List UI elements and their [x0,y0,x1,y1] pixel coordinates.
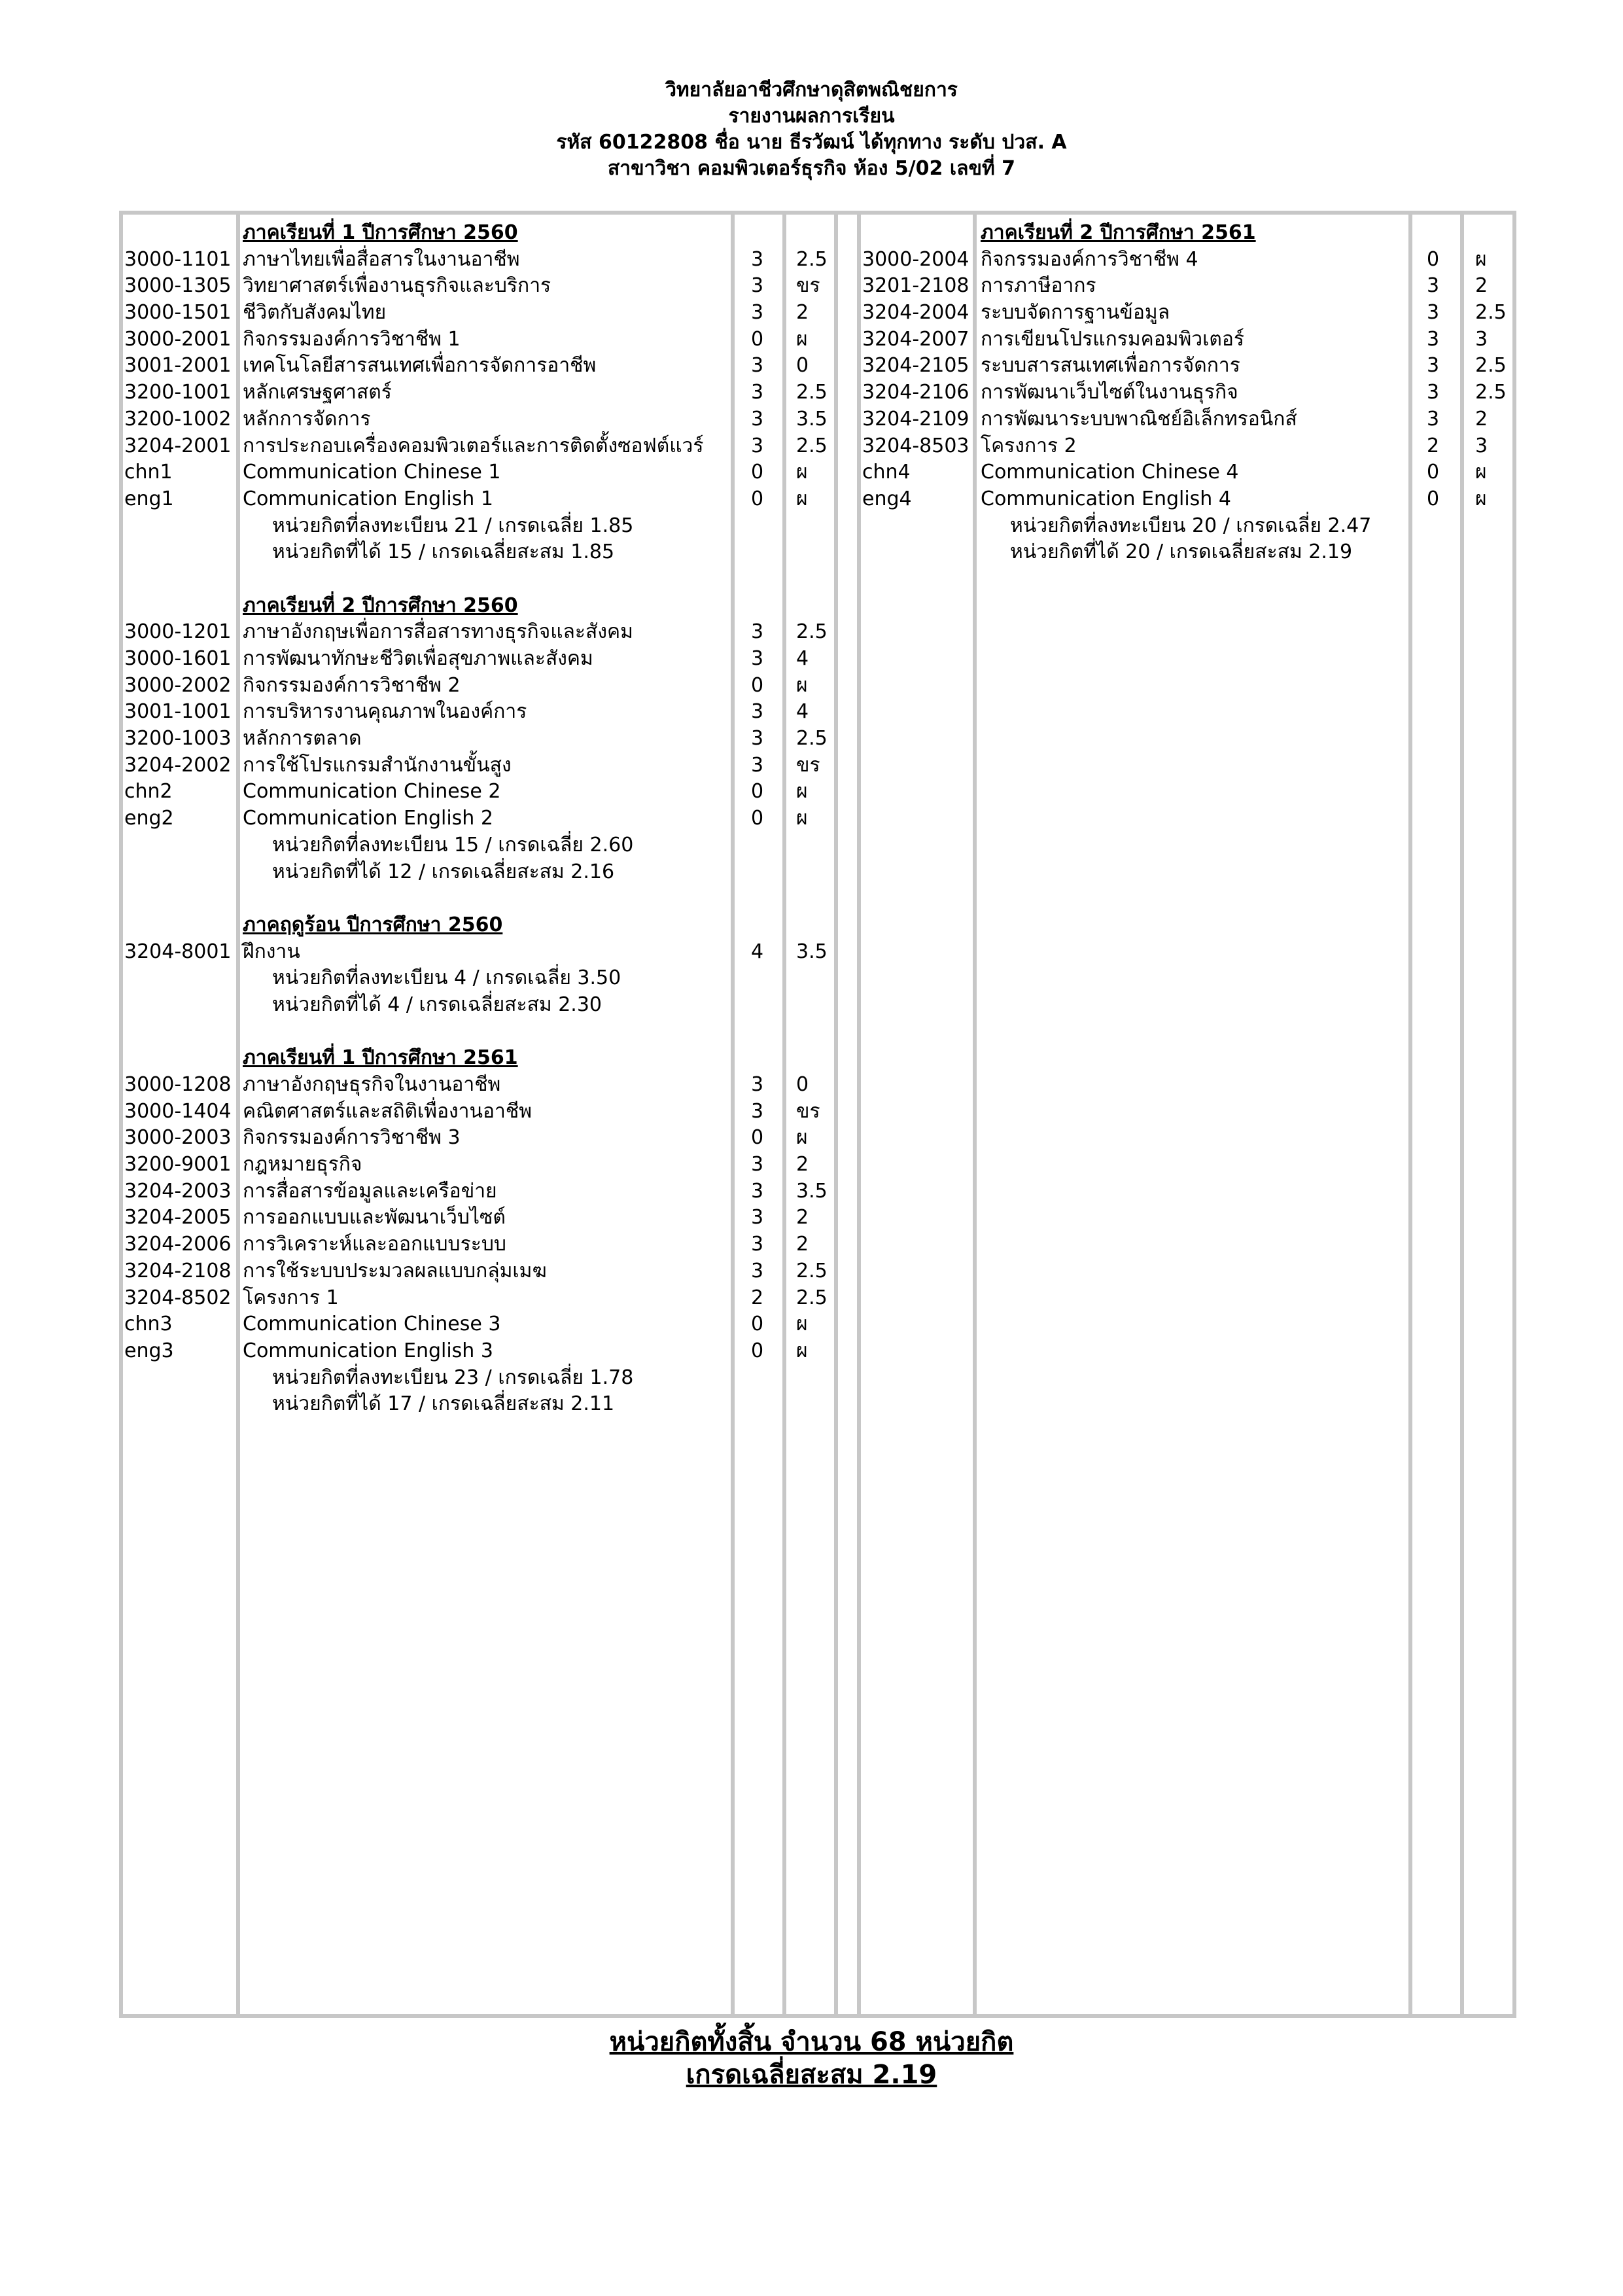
student-info: รหัส 60122808 ชื่อ นาย ธีรวัฒน์ ได้ทุกทาง ระดับ ปวส. A [556,131,1067,154]
course-code: 3200-1001 [124,381,232,404]
course-grade: 3 [1475,434,1488,457]
registered-credits-summary: หน่วยกิตที่ลงทะเบียน 15 / เกรดเฉลี่ย 2.60 [272,833,634,857]
course-code: 3200-1002 [124,407,232,431]
semester-summary-row [124,1365,857,1392]
course-grade: 2.5 [796,434,828,457]
course-name: ระบบจัดการฐานข้อมูล [981,301,1170,325]
spacer-row [862,566,1516,593]
course-grade: 2.5 [796,727,828,751]
course-code: 3204-8001 [124,940,232,963]
course-name: Communication Chinese 3 [243,1313,501,1336]
course-grade: 4 [796,647,809,670]
course-name: หลักเศรษฐศาสตร์ [243,381,392,404]
course-name: กิจกรรมองค์การวิชาชีพ 4 [981,247,1198,271]
course-name: การใช้โปรแกรมสำนักงานขั้นสูง [243,753,512,777]
course-credit: 0 [751,1339,764,1362]
semester-summary-row [124,859,857,886]
course-grade: ขร [796,753,820,777]
course-credit: 3 [751,620,764,644]
semester-title-row [124,912,857,939]
course-code: 3000-1601 [124,647,232,670]
course-code: 3001-2001 [124,354,232,378]
course-row [124,779,857,805]
course-grade: ผ [796,487,808,510]
course-name: การภาษีอากร [981,274,1096,298]
course-name: การพัฒนาเว็บไซต์ในงานธุรกิจ [981,381,1238,404]
course-row [124,1072,857,1099]
course-code: eng4 [862,487,912,510]
earned-credits-summary: หน่วยกิตที่ได้ 17 / เกรดเฉลี่ยสะสม 2.11 [272,1392,615,1416]
course-credit: 3 [751,407,764,431]
course-name: การบริหารงานคุณภาพในองค์การ [243,700,527,724]
course-name: ภาษาอังกฤษธุรกิจในงานอาชีพ [243,1073,501,1096]
spacer-row [124,1418,857,1445]
course-grade: 4 [796,700,809,724]
semester-title: ภาคเรียนที่ 2 ปีการศึกษา 2560 [243,593,518,617]
earned-credits-summary: หน่วยกิตที่ได้ 4 / เกรดเฉลี่ยสะสม 2.30 [272,993,602,1016]
course-credit: 3 [751,647,764,670]
course-grade: ผ [796,1126,808,1150]
course-grade: ผ [796,1313,808,1336]
course-grade: 2 [796,1233,809,1256]
course-row [124,1205,857,1231]
course-credit: 3 [1427,354,1440,378]
course-row [124,1152,857,1178]
course-grade: ผ [796,327,808,351]
course-credit: 3 [751,1099,764,1123]
semester-summary-row [124,832,857,859]
course-name: ฝึกงาน [243,940,300,963]
course-code: 3204-2108 [124,1259,232,1282]
course-code: 3001-1001 [124,700,232,724]
semester-block [124,593,857,912]
course-credit: 2 [751,1286,764,1309]
course-code: 3204-2003 [124,1179,232,1203]
course-grade: 0 [796,354,809,378]
semester-title: ภาคเรียนที่ 1 ปีการศึกษา 2561 [243,1046,518,1070]
course-name: Communication Chinese 1 [243,461,501,484]
earned-credits-summary: หน่วยกิตที่ได้ 12 / เกรดเฉลี่ยสะสม 2.16 [272,860,615,883]
course-credit: 2 [1427,434,1440,457]
course-name: การพัฒนาทักษะชีวิตเพื่อสุขภาพและสังคม [243,647,593,670]
course-name: คณิตศาสตร์และสถิติเพื่องานอาชีพ [243,1099,532,1123]
course-row [124,459,857,486]
course-name: วิทยาศาสตร์เพื่องานธุรกิจและบริการ [243,274,551,298]
course-name: การประกอบเครื่องคอมพิวเตอร์และการติดตั้งซอฟต์แวร์ [243,434,704,457]
course-credit: 4 [751,940,764,963]
semester-block [124,912,857,1045]
course-name: การวิเคราะห์และออกแบบระบบ [243,1233,506,1256]
table-top-border [119,211,1516,215]
course-code: 3204-2001 [124,434,232,457]
course-grade: 3.5 [796,940,828,963]
course-code: 3000-2001 [124,327,232,351]
course-credit: 3 [1427,381,1440,404]
course-code: chn2 [124,780,173,804]
course-grade: ผ [796,673,808,697]
course-name: Communication English 2 [243,807,493,830]
course-row [124,353,857,380]
course-name: การเขียนโปรแกรมคอมพิวเตอร์ [981,327,1244,351]
semester-summary-row [862,539,1516,566]
course-credit: 3 [751,247,764,271]
column-divider [119,211,123,2018]
course-grade: 2.5 [1475,354,1507,378]
semester-block [862,220,1516,593]
course-name: กิจกรรมองค์การวิชาชีพ 3 [243,1126,461,1150]
semester-summary-row [124,539,857,566]
course-credit: 3 [751,700,764,724]
course-credit: 3 [751,1153,764,1176]
course-grade: 2.5 [1475,381,1507,404]
spacer-row [124,1019,857,1046]
course-code: 3200-9001 [124,1153,232,1176]
course-name: การออกแบบและพัฒนาเว็บไซต์ [243,1206,506,1229]
registered-credits-summary: หน่วยกิตที่ลงทะเบียน 20 / เกรดเฉลี่ย 2.47 [1010,514,1372,537]
course-name: ภาษาอังกฤษเพื่อการสื่อสารทางธุรกิจและสังคม [243,620,633,644]
course-code: 3204-2002 [124,753,232,777]
program-info: สาขาวิชา คอมพิวเตอร์ธุรกิจ ห้อง 5/02 เลขที่ 7 [607,157,1016,180]
course-code: 3204-8502 [124,1286,232,1309]
course-credit: 0 [751,780,764,804]
course-credit: 3 [751,1206,764,1229]
course-credit: 3 [751,1179,764,1203]
course-row [124,726,857,752]
course-credit: 0 [751,1126,764,1150]
course-row [124,1099,857,1125]
course-code: 3000-1305 [124,274,232,298]
course-name: ระบบสารสนเทศเพื่อการจัดการ [981,354,1240,378]
right-transcript-column [862,220,1516,593]
course-code: 3204-8503 [862,434,969,457]
report-header [0,77,1623,182]
course-grade: 2.5 [796,1259,828,1282]
total-credits: หน่วยกิตทั้งสิ้น จำนวน 68 หน่วยกิต [609,2027,1014,2057]
course-name: Communication English 3 [243,1339,493,1362]
registered-credits-summary: หน่วยกิตที่ลงทะเบียน 4 / เกรดเฉลี่ย 3.50 [272,966,621,990]
course-credit: 3 [751,1073,764,1096]
course-code: 3204-2005 [124,1206,232,1229]
cumulative-gpa: เกรดเฉลี่ยสะสม 2.19 [686,2060,937,2090]
course-code: 3200-1003 [124,727,232,751]
course-row [124,300,857,327]
course-credit: 3 [751,381,764,404]
semester-block [124,220,857,593]
course-row [124,1338,857,1365]
course-name: ชีวิตกับสังคมไทย [243,301,387,325]
course-name: หลักการจัดการ [243,407,371,431]
course-row [862,486,1516,513]
course-code: chn1 [124,461,173,484]
course-credit: 0 [751,461,764,484]
course-grade: ผ [1475,247,1487,271]
course-row [862,353,1516,380]
course-credit: 0 [1427,247,1440,271]
course-grade: ผ [796,1339,808,1362]
semester-summary-row [124,1391,857,1418]
course-code: 3204-2105 [862,354,969,378]
course-row [124,1311,857,1338]
course-row [124,433,857,460]
course-code: 3000-2004 [862,247,969,271]
report-title: รายงานผลการเรียน [728,105,895,128]
course-row [124,646,857,673]
course-name: Communication English 1 [243,487,493,510]
course-grade: 2.5 [1475,301,1507,325]
course-credit: 3 [1427,274,1440,298]
course-row [862,273,1516,300]
course-code: 3000-2002 [124,673,232,697]
course-credit: 3 [751,274,764,298]
semester-title-row [124,1045,857,1072]
course-grade: ผ [796,780,808,804]
course-name: การพัฒนาระบบพาณิชย์อิเล็กทรอนิกส์ [981,407,1297,431]
semester-title-row [862,220,1516,247]
course-credit: 0 [751,673,764,697]
semester-title: ภาคเรียนที่ 2 ปีการศึกษา 2561 [981,221,1256,244]
course-row [124,939,857,966]
left-transcript-column [124,220,857,1445]
course-name: การใช้ระบบประมวลผลแบบกลุ่มเมฆ [243,1259,547,1282]
semester-summary-row [124,992,857,1019]
course-grade: 2 [796,301,809,325]
registered-credits-summary: หน่วยกิตที่ลงทะเบียน 21 / เกรดเฉลี่ย 1.85 [272,514,634,537]
course-code: 3201-2108 [862,274,969,298]
course-row [124,805,857,832]
course-grade: ผ [1475,487,1487,510]
semester-summary-row [124,965,857,992]
earned-credits-summary: หน่วยกิตที่ได้ 20 / เกรดเฉลี่ยสะสม 2.19 [1010,540,1353,564]
course-row [124,1178,857,1205]
course-credit: 3 [1427,301,1440,325]
course-name: โครงการ 1 [243,1286,339,1309]
course-grade: 3 [1475,327,1488,351]
course-grade: 3.5 [796,407,828,431]
course-grade: 0 [796,1073,809,1096]
course-row [862,327,1516,353]
course-row [124,1285,857,1312]
column-divider [857,211,861,2018]
course-name: เทคโนโลยีสารสนเทศเพื่อการจัดการอาชีพ [243,354,597,378]
course-code: eng3 [124,1339,174,1362]
course-row [862,380,1516,406]
course-code: chn3 [124,1313,173,1336]
course-name: หลักการตลาด [243,727,362,751]
course-row [862,247,1516,274]
course-name: ภาษาไทยเพื่อสื่อสารในงานอาชีพ [243,247,520,271]
course-code: eng1 [124,487,174,510]
course-credit: 3 [751,301,764,325]
course-grade: ผ [1475,461,1487,484]
course-credit: 0 [751,327,764,351]
course-code: 3000-2003 [124,1126,232,1150]
course-name: Communication Chinese 4 [981,461,1239,484]
registered-credits-summary: หน่วยกิตที่ลงทะเบียน 23 / เกรดเฉลี่ย 1.78 [272,1366,634,1389]
spacer-row [124,885,857,912]
course-grade: ขร [796,1099,820,1123]
course-grade: 2 [796,1153,809,1176]
course-grade: ขร [796,274,820,298]
course-code: 3204-2006 [124,1233,232,1256]
semester-title-row [124,220,857,247]
course-code: 3204-2004 [862,301,969,325]
course-row [862,406,1516,433]
course-grade: 2.5 [796,247,828,271]
course-code: 3000-1101 [124,247,232,271]
course-grade: 2 [1475,407,1488,431]
course-row [124,273,857,300]
table-bottom-border [119,2014,1516,2018]
course-credit: 0 [1427,487,1440,510]
course-credit: 0 [1427,461,1440,484]
course-row [124,619,857,646]
course-credit: 3 [751,727,764,751]
course-grade: 3.5 [796,1179,828,1203]
course-row [862,459,1516,486]
course-code: 3000-1201 [124,620,232,644]
course-credit: 3 [751,753,764,777]
course-code: 3000-1208 [124,1073,232,1096]
semester-title: ภาคเรียนที่ 1 ปีการศึกษา 2560 [243,221,518,244]
semester-block [124,1045,857,1444]
course-row [124,699,857,726]
course-credit: 3 [1427,327,1440,351]
course-grade: ผ [796,807,808,830]
course-row [124,1258,857,1285]
course-row [124,1125,857,1152]
semester-summary-row [124,513,857,540]
semester-title: ภาคฤดูร้อน ปีการศึกษา 2560 [243,913,503,936]
course-credit: 0 [751,807,764,830]
course-name: กฎหมายธุรกิจ [243,1153,362,1176]
course-grade: 2 [1475,274,1488,298]
college-name: วิทยาลัยอาชีวศึกษาดุสิตพณิชยการ [665,79,958,101]
course-code: 3000-1501 [124,301,232,325]
course-code: 3204-2106 [862,381,969,404]
course-name: กิจกรรมองค์การวิชาชีพ 2 [243,673,461,697]
course-name: Communication Chinese 2 [243,780,501,804]
course-row [124,486,857,513]
course-credit: 3 [751,1259,764,1282]
course-row [124,752,857,779]
course-name: Communication English 4 [981,487,1231,510]
course-credit: 3 [751,354,764,378]
course-row [862,433,1516,460]
course-code: 3204-2007 [862,327,969,351]
course-code: 3204-2109 [862,407,969,431]
course-code: chn4 [862,461,911,484]
spacer-row [124,566,857,593]
course-row [124,247,857,274]
course-row [124,673,857,699]
course-row [124,380,857,406]
semester-summary-row [862,513,1516,540]
course-credit: 3 [1427,407,1440,431]
course-row [124,327,857,353]
course-grade: ผ [796,461,808,484]
course-credit: 0 [751,1313,764,1336]
course-name: โครงการ 2 [981,434,1077,457]
course-name: กิจกรรมองค์การวิชาชีพ 1 [243,327,461,351]
course-row [124,406,857,433]
course-credit: 0 [751,487,764,510]
course-row [124,1231,857,1258]
earned-credits-summary: หน่วยกิตที่ได้ 15 / เกรดเฉลี่ยสะสม 1.85 [272,540,615,564]
course-credit: 3 [751,434,764,457]
course-row [862,300,1516,327]
course-grade: 2.5 [796,1286,828,1309]
course-name: การสื่อสารข้อมูลและเครือข่าย [243,1179,497,1203]
semester-title-row [124,593,857,620]
course-credit: 3 [751,1233,764,1256]
course-code: eng2 [124,807,174,830]
course-grade: 2.5 [796,381,828,404]
course-code: 3000-1404 [124,1099,232,1123]
course-grade: 2 [796,1206,809,1229]
course-grade: 2.5 [796,620,828,644]
